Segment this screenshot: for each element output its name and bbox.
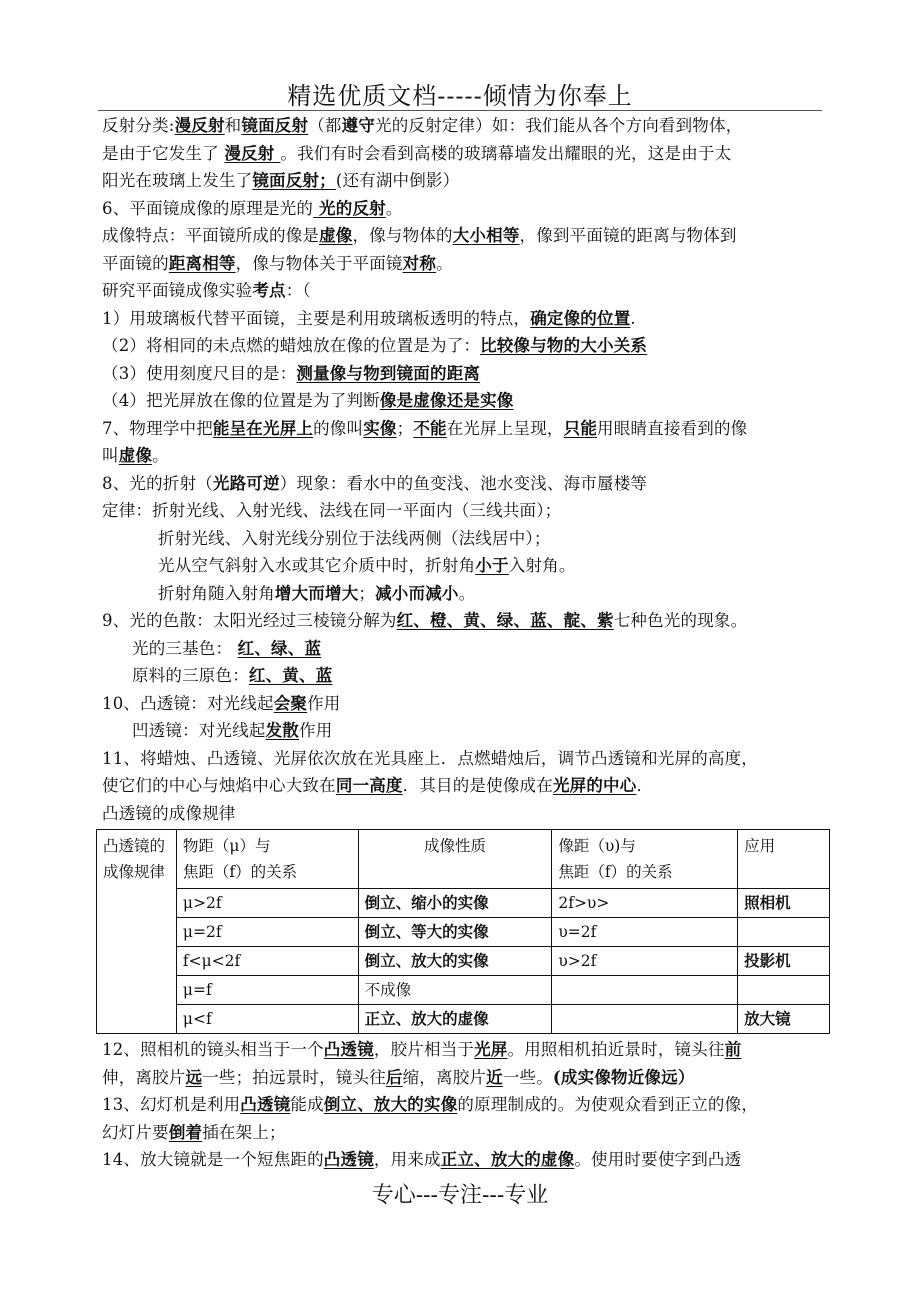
reflect-line-1: 反射分类:漫反射和镜面反射（都遵守光的反射定律）如：我们能从各个方向看到物体， [102, 116, 743, 135]
table-row [97, 1005, 830, 1034]
image-distance-cell: 2f>υ> [552, 889, 738, 918]
item-8-line-1: 8、光的折射（光路可逆）现象：看水中的鱼变浅、池水变浅、海市蜃楼等 [102, 473, 648, 493]
table-row [97, 918, 830, 947]
exam-point-1: 1）用玻璃板代替平面镜，主要是利用玻璃板透明的特点，确定像的位置. [102, 308, 636, 328]
exam-point-3: （3）使用刻度尺目的是：测量像与物到镜面的距离 [102, 363, 481, 383]
light-primary-colors: 光的三基色： 红、绿、蓝 [132, 638, 322, 658]
item-11-line-1: 11、将蜡烛、凸透镜、光屏依次放在光具座上．点燃蜡烛后，调节凸透镜和光屏的高度， [102, 748, 758, 768]
table-row [97, 976, 830, 1005]
table-row [97, 889, 830, 918]
item-12-line-2: 伸，离胶片远一些；拍远景时，镜头往后缩，离胶片近一些。(成实像物近像远） [102, 1067, 695, 1087]
object-distance-cell: f<μ<2f [176, 947, 358, 976]
item-9-line-1: 9、光的色散：太阳光经过三棱镜分解为红、橙、黄、绿、蓝、靛、紫七种色光的现象。 [102, 611, 748, 630]
application-cell [738, 976, 830, 1005]
table-row-label: 凸透镜的成像规律 [97, 830, 177, 1034]
image-nature-cell: 倒立、等大的实像 [358, 918, 552, 947]
item-10-line-2: 凹透镜：对光线起发散作用 [132, 721, 333, 740]
object-distance-cell: μ<f [176, 1005, 358, 1034]
application-cell [738, 918, 830, 947]
image-distance-cell [552, 976, 738, 1005]
pigment-primary-colors: 原料的三原色：红、黄、蓝 [132, 666, 333, 685]
image-distance-cell [552, 1005, 738, 1034]
header-application: 应用 [738, 830, 830, 889]
header-image-nature: 成像性质 [358, 830, 552, 889]
image-nature-cell: 倒立、缩小的实像 [358, 889, 552, 918]
image-nature-cell: 倒立、放大的实像 [358, 947, 552, 976]
image-nature-cell: 正立、放大的虚像 [358, 1005, 552, 1034]
object-distance-cell: μ=2f [176, 918, 358, 947]
refraction-law-2: 折射光线、入射光线分别位于法线两侧（法线居中）； [158, 528, 551, 548]
item-13-line-2: 幻灯片要倒着插在架上； [102, 1122, 286, 1142]
lens-table-title: 凸透镜的成像规律 [102, 803, 236, 823]
item-6-line-3: 平面镜的距离相等，像与物体关于平面镜对称。 [102, 253, 453, 273]
image-distance-cell: υ>2f [552, 947, 738, 976]
exam-point-2: （2）将相同的未点燃的蜡烛放在像的位置是为了：比较像与物的大小关系 [102, 336, 648, 355]
item-10-line-1: 10、凸透镜：对光线起会聚作用 [102, 693, 341, 713]
item-12-line-1: 12、照相机的镜头相当于一个凸透镜，胶片相当于光屏。用照相机拍近景时，镜头往前 [102, 1040, 742, 1059]
table-header-row [97, 830, 830, 889]
exam-point-4: （4）把光屏放在像的位置是为了判断像是虚像还是实像 [102, 391, 514, 410]
refraction-law-1: 定律：折射光线、入射光线、法线在同一平面内（三线共面）； [102, 501, 562, 520]
object-distance-cell: μ=f [176, 976, 358, 1005]
item-7-line-1: 7、物理学中把能呈在光屏上的像叫实像；不能在光屏上呈现，只能用眼睛直接看到的像 [102, 418, 748, 438]
item-13-line-1: 13、幻灯机是利用凸透镜能成倒立、放大的实像的原理制成的。为使观众看到正立的像， [102, 1095, 759, 1114]
item-6-line-4: 研究平面镜成像实验考点：（ [102, 281, 311, 300]
refraction-law-3: 光从空气斜射入水或其它介质中时，折射角小于入射角。 [158, 556, 576, 575]
reflect-line-2: 是由于它发生了 漫反射 。我们有时会看到高楼的玻璃幕墙发出耀眼的光，这是由于太 [102, 143, 732, 163]
header-divider [98, 110, 822, 111]
application-cell: 照相机 [738, 889, 830, 918]
item-6-line-1: 6、平面镜成像的原理是光的 光的反射。 [102, 198, 403, 218]
item-6-line-2: 成像特点：平面镜所成的像是虚像，像与物体的大小相等，像到平面镜的距离与物体到 [102, 226, 737, 245]
item-7-line-2: 叫虚像。 [102, 446, 169, 465]
page-footer: 专心---专注---专业 [371, 1183, 549, 1208]
image-distance-cell: υ=2f [552, 918, 738, 947]
table-row [97, 947, 830, 976]
item-14-line-1: 14、放大镜就是一个短焦距的凸透镜，用来成正立、放大的虚像。使用时要使字到凸透 [102, 1150, 742, 1169]
item-11-line-2: 使它们的中心与烛焰中心大致在同一高度．其目的是使像成在光屏的中心． [102, 776, 654, 795]
application-cell: 放大镜 [738, 1005, 830, 1034]
image-nature-cell: 不成像 [358, 976, 552, 1005]
object-distance-cell: μ>2f [176, 889, 358, 918]
header-object-distance: 物距（μ）与 焦距（f）的关系 [176, 830, 358, 889]
lens-imaging-table [96, 829, 830, 1034]
refraction-law-4: 折射角随入射角增大而增大；减小而减小。 [158, 583, 476, 603]
reflect-line-3: 阳光在玻璃上发生了镜面反射；(还有湖中倒影） [102, 171, 460, 190]
document-body [102, 112, 824, 1174]
page-header: 精选优质文档-----倾情为你奉上 [287, 82, 633, 110]
header-image-distance: 像距（υ)与 焦距（f）的关系 [552, 830, 738, 889]
application-cell: 投影机 [738, 947, 830, 976]
